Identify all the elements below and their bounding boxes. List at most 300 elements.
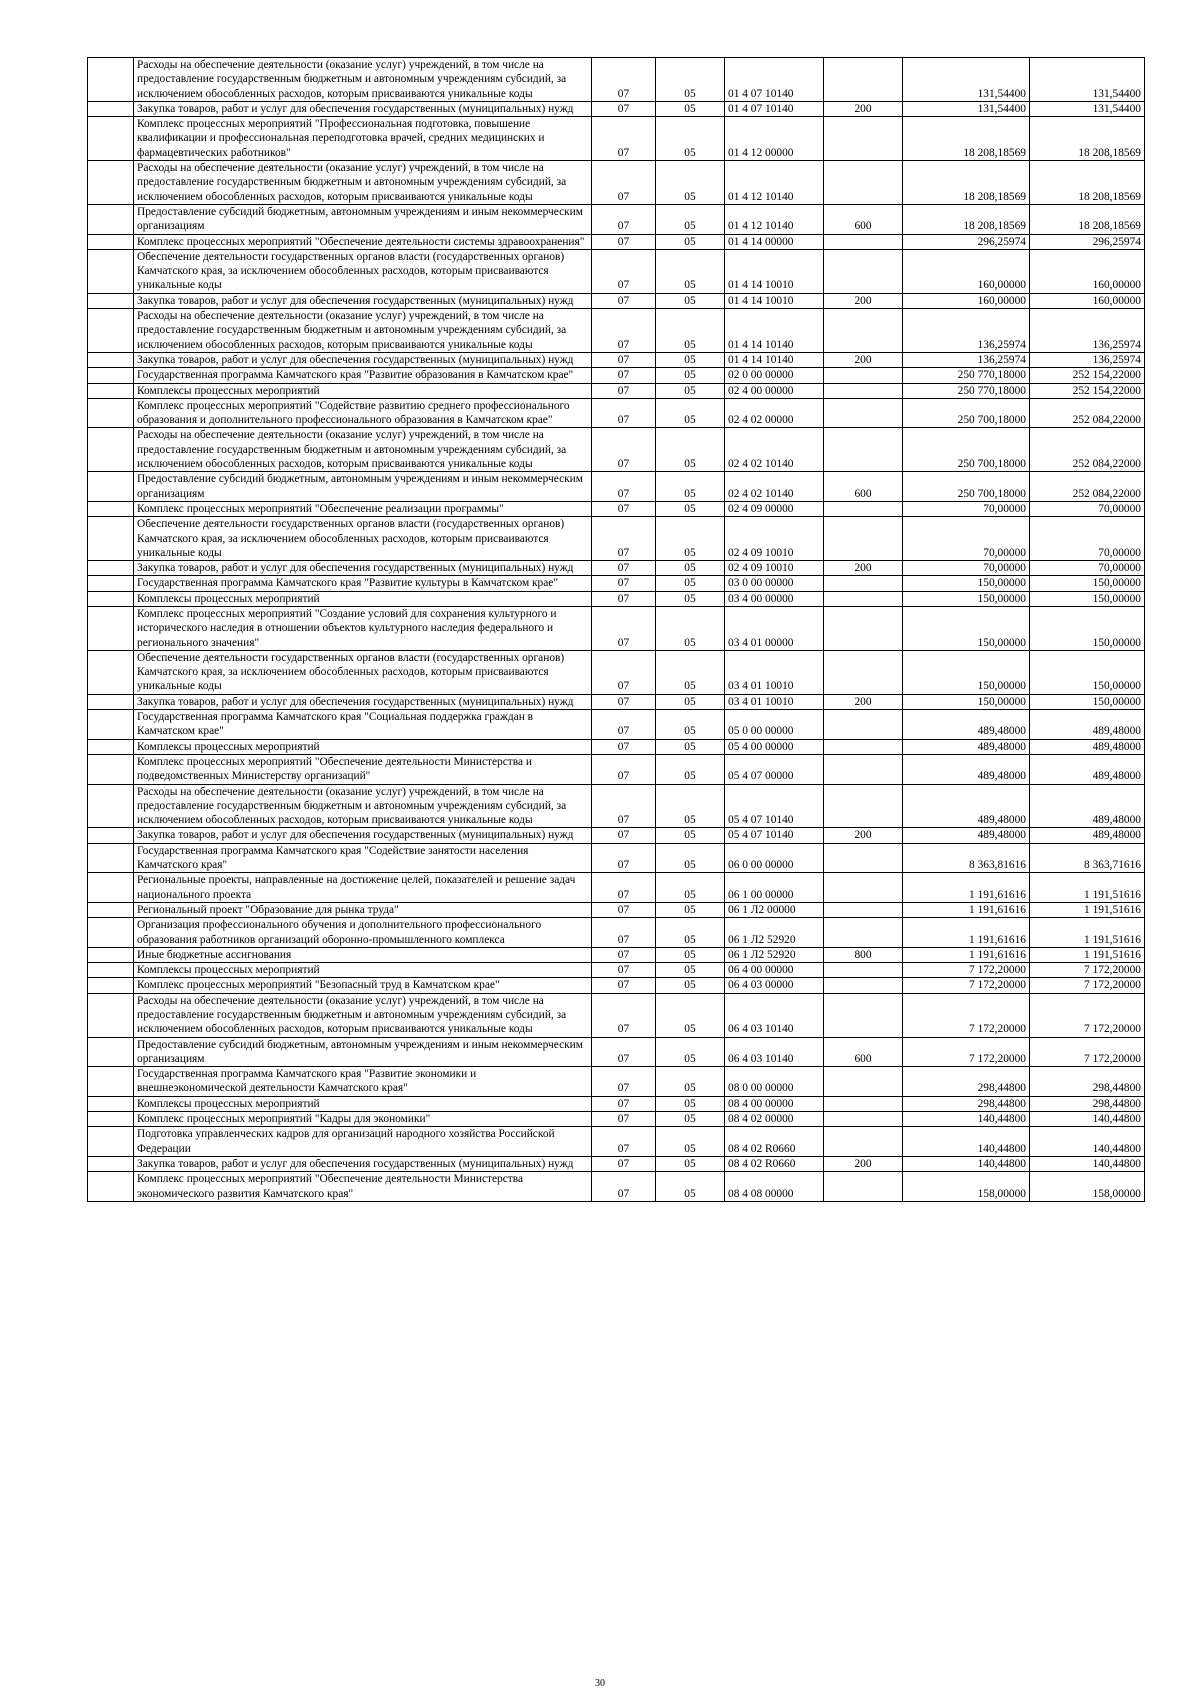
expense-type-cell [824, 784, 903, 828]
subsection-code-cell: 05 [656, 978, 725, 993]
amount-year2-cell: 150,00000 [1030, 591, 1145, 606]
amount-year1-cell: 18 208,18569 [903, 161, 1030, 205]
target-article-cell: 02 4 09 10010 [725, 517, 824, 561]
table-row [88, 101, 1145, 116]
target-article-cell: 02 4 02 00000 [725, 398, 824, 428]
table-row [88, 710, 1145, 740]
amount-year2-cell: 7 172,20000 [1030, 978, 1145, 993]
expense-type-cell [824, 309, 903, 353]
amount-year2-cell: 1 191,51616 [1030, 918, 1145, 948]
amount-year1-cell: 7 172,20000 [903, 963, 1030, 978]
row-number-cell [88, 383, 134, 398]
expense-name-cell: Расходы на обеспечение деятельности (оказание услуг) учреждений, в том числе на предоставление государственным бюджетным и автономным учреждениям субсидий, за исключением обособленных расходов, которым присваиваются уникальные коды [134, 428, 592, 472]
subsection-code-cell: 05 [656, 383, 725, 398]
row-number-cell [88, 978, 134, 993]
row-number-cell [88, 1127, 134, 1157]
expense-type-cell [824, 710, 903, 740]
target-article-cell: 01 4 12 10140 [725, 204, 824, 234]
table-row [88, 828, 1145, 843]
target-article-cell: 08 4 00 00000 [725, 1096, 824, 1111]
table-row [88, 352, 1145, 367]
amount-year1-cell: 136,25974 [903, 309, 1030, 353]
amount-year2-cell: 8 363,71616 [1030, 843, 1145, 873]
amount-year1-cell: 250 770,18000 [903, 368, 1030, 383]
table-row [88, 249, 1145, 293]
target-article-cell: 06 4 00 00000 [725, 963, 824, 978]
amount-year2-cell: 131,54400 [1030, 58, 1145, 102]
expense-name-cell: Комплекс процессных мероприятий "Обеспечение деятельности Министерства экономического развития Камчатского края" [134, 1172, 592, 1202]
row-number-cell [88, 352, 134, 367]
expense-name-cell: Обеспечение деятельности государственных органов власти (государственных органов) Камчатского края, за исключением обособленных расходов, которым присваиваются уникальные коды [134, 517, 592, 561]
target-article-cell: 06 1 00 00000 [725, 873, 824, 903]
section-code-cell: 07 [592, 1112, 656, 1127]
target-article-cell: 01 4 14 00000 [725, 234, 824, 249]
table-row [88, 368, 1145, 383]
subsection-code-cell: 05 [656, 472, 725, 502]
table-row [88, 161, 1145, 205]
subsection-code-cell: 05 [656, 1112, 725, 1127]
section-code-cell: 07 [592, 710, 656, 740]
expense-name-cell: Расходы на обеспечение деятельности (оказание услуг) учреждений, в том числе на предоставление государственным бюджетным и автономным учреждениям субсидий, за исключением обособленных расходов, которым присваиваются уникальные коды [134, 993, 592, 1037]
target-article-cell: 06 4 03 10140 [725, 993, 824, 1037]
amount-year2-cell: 252 084,22000 [1030, 398, 1145, 428]
subsection-code-cell: 05 [656, 739, 725, 754]
subsection-code-cell: 05 [656, 428, 725, 472]
subsection-code-cell: 05 [656, 710, 725, 740]
budget-table-body [88, 58, 1145, 1202]
section-code-cell: 07 [592, 873, 656, 903]
amount-year1-cell: 7 172,20000 [903, 978, 1030, 993]
subsection-code-cell: 05 [656, 204, 725, 234]
row-number-cell [88, 204, 134, 234]
row-number-cell [88, 591, 134, 606]
subsection-code-cell: 05 [656, 993, 725, 1037]
target-article-cell: 03 4 01 00000 [725, 606, 824, 650]
row-number-cell [88, 309, 134, 353]
expense-type-cell [824, 249, 903, 293]
section-code-cell: 07 [592, 650, 656, 694]
row-number-cell [88, 918, 134, 948]
target-article-cell: 01 4 14 10140 [725, 309, 824, 353]
subsection-code-cell: 05 [656, 873, 725, 903]
row-number-cell [88, 843, 134, 873]
section-code-cell: 07 [592, 234, 656, 249]
subsection-code-cell: 05 [656, 517, 725, 561]
expense-type-cell [824, 368, 903, 383]
expense-type-cell: 200 [824, 561, 903, 576]
section-code-cell: 07 [592, 963, 656, 978]
section-code-cell: 07 [592, 1096, 656, 1111]
expense-type-cell: 200 [824, 694, 903, 709]
subsection-code-cell: 05 [656, 293, 725, 308]
subsection-code-cell: 05 [656, 1172, 725, 1202]
subsection-code-cell: 05 [656, 828, 725, 843]
amount-year2-cell: 252 154,22000 [1030, 383, 1145, 398]
amount-year2-cell: 70,00000 [1030, 501, 1145, 516]
subsection-code-cell: 05 [656, 591, 725, 606]
subsection-code-cell: 05 [656, 918, 725, 948]
section-code-cell: 07 [592, 1156, 656, 1171]
table-row [88, 117, 1145, 161]
amount-year2-cell: 18 208,18569 [1030, 204, 1145, 234]
target-article-cell: 02 4 09 10010 [725, 561, 824, 576]
subsection-code-cell: 05 [656, 368, 725, 383]
amount-year2-cell: 158,00000 [1030, 1172, 1145, 1202]
section-code-cell: 07 [592, 918, 656, 948]
section-code-cell: 07 [592, 517, 656, 561]
row-number-cell [88, 234, 134, 249]
expense-name-cell: Региональные проекты, направленные на достижение целей, показателей и решение задач национального проекта [134, 873, 592, 903]
expense-name-cell: Предоставление субсидий бюджетным, автономным учреждениям и иным некоммерческим организациям [134, 1037, 592, 1067]
section-code-cell: 07 [592, 309, 656, 353]
expense-name-cell: Закупка товаров, работ и услуг для обеспечения государственных (муниципальных) нужд [134, 293, 592, 308]
row-number-cell [88, 1172, 134, 1202]
row-number-cell [88, 1112, 134, 1127]
table-row [88, 918, 1145, 948]
amount-year1-cell: 7 172,20000 [903, 1037, 1030, 1067]
expense-name-cell: Закупка товаров, работ и услуг для обеспечения государственных (муниципальных) нужд [134, 1156, 592, 1171]
amount-year2-cell: 489,48000 [1030, 828, 1145, 843]
amount-year1-cell: 298,44800 [903, 1096, 1030, 1111]
section-code-cell: 07 [592, 249, 656, 293]
expense-name-cell: Государственная программа Камчатского края "Развитие культуры в Камчатском крае" [134, 576, 592, 591]
amount-year1-cell: 150,00000 [903, 694, 1030, 709]
expense-type-cell [824, 873, 903, 903]
section-code-cell: 07 [592, 204, 656, 234]
target-article-cell: 08 4 02 R0660 [725, 1127, 824, 1157]
table-row [88, 694, 1145, 709]
expense-name-cell: Закупка товаров, работ и услуг для обеспечения государственных (муниципальных) нужд [134, 694, 592, 709]
table-row [88, 1172, 1145, 1202]
table-row [88, 591, 1145, 606]
amount-year1-cell: 70,00000 [903, 517, 1030, 561]
row-number-cell [88, 517, 134, 561]
row-number-cell [88, 1156, 134, 1171]
expense-name-cell: Обеспечение деятельности государственных органов власти (государственных органов) Камчатского края, за исключением обособленных расходов, которым присваиваются уникальные коды [134, 650, 592, 694]
target-article-cell: 01 4 07 10140 [725, 58, 824, 102]
target-article-cell: 02 4 00 00000 [725, 383, 824, 398]
target-article-cell: 03 4 01 10010 [725, 694, 824, 709]
section-code-cell: 07 [592, 58, 656, 102]
target-article-cell: 02 4 09 00000 [725, 501, 824, 516]
target-article-cell: 08 4 08 00000 [725, 1172, 824, 1202]
table-row [88, 993, 1145, 1037]
table-row [88, 309, 1145, 353]
expense-type-cell [824, 739, 903, 754]
expense-name-cell: Региональный проект "Образование для рынка труда" [134, 902, 592, 917]
table-row [88, 963, 1145, 978]
expense-name-cell: Закупка товаров, работ и услуг для обеспечения государственных (муниципальных) нужд [134, 828, 592, 843]
subsection-code-cell: 05 [656, 101, 725, 116]
subsection-code-cell: 05 [656, 561, 725, 576]
section-code-cell: 07 [592, 161, 656, 205]
expense-type-cell [824, 754, 903, 784]
table-row [88, 784, 1145, 828]
subsection-code-cell: 05 [656, 576, 725, 591]
amount-year2-cell: 18 208,18569 [1030, 117, 1145, 161]
expense-type-cell [824, 978, 903, 993]
table-row [88, 739, 1145, 754]
table-row [88, 561, 1145, 576]
table-row [88, 1156, 1145, 1171]
table-row [88, 501, 1145, 516]
expense-type-cell [824, 843, 903, 873]
amount-year1-cell: 70,00000 [903, 501, 1030, 516]
amount-year2-cell: 136,25974 [1030, 352, 1145, 367]
subsection-code-cell: 05 [656, 58, 725, 102]
amount-year2-cell: 136,25974 [1030, 309, 1145, 353]
subsection-code-cell: 05 [656, 398, 725, 428]
section-code-cell: 07 [592, 101, 656, 116]
table-row [88, 293, 1145, 308]
section-code-cell: 07 [592, 472, 656, 502]
table-row [88, 383, 1145, 398]
expense-type-cell [824, 1172, 903, 1202]
target-article-cell: 03 4 01 10010 [725, 650, 824, 694]
amount-year2-cell: 252 084,22000 [1030, 428, 1145, 472]
amount-year2-cell: 131,54400 [1030, 101, 1145, 116]
row-number-cell [88, 501, 134, 516]
table-row [88, 978, 1145, 993]
expense-type-cell: 600 [824, 1037, 903, 1067]
expense-name-cell: Расходы на обеспечение деятельности (оказание услуг) учреждений, в том числе на предоставление государственным бюджетным и автономным учреждениям субсидий, за исключением обособленных расходов, которым присваиваются уникальные коды [134, 58, 592, 102]
amount-year1-cell: 1 191,61616 [903, 902, 1030, 917]
subsection-code-cell: 05 [656, 694, 725, 709]
amount-year1-cell: 140,44800 [903, 1127, 1030, 1157]
subsection-code-cell: 05 [656, 843, 725, 873]
expense-type-cell [824, 428, 903, 472]
amount-year1-cell: 150,00000 [903, 606, 1030, 650]
expense-name-cell: Комплекс процессных мероприятий "Содействие развитию среднего профессионального образования и дополнительного профессионального образования в Камчатском крае" [134, 398, 592, 428]
table-row [88, 204, 1145, 234]
amount-year1-cell: 18 208,18569 [903, 117, 1030, 161]
expense-name-cell: Закупка товаров, работ и услуг для обеспечения государственных (муниципальных) нужд [134, 101, 592, 116]
section-code-cell: 07 [592, 739, 656, 754]
expense-type-cell [824, 58, 903, 102]
expense-name-cell: Расходы на обеспечение деятельности (оказание услуг) учреждений, в том числе на предоставление государственным бюджетным и автономным учреждениям субсидий, за исключением обособленных расходов, которым присваиваются уникальные коды [134, 161, 592, 205]
amount-year1-cell: 150,00000 [903, 591, 1030, 606]
amount-year2-cell: 150,00000 [1030, 606, 1145, 650]
expense-type-cell [824, 1067, 903, 1097]
expense-type-cell [824, 591, 903, 606]
subsection-code-cell: 05 [656, 1096, 725, 1111]
subsection-code-cell: 05 [656, 963, 725, 978]
target-article-cell: 01 4 14 10010 [725, 249, 824, 293]
expense-name-cell: Комплекс процессных мероприятий "Создание условий для сохранения культурного и исторического наследия в отношении объектов культурного наследия федерального и регионального значения" [134, 606, 592, 650]
target-article-cell: 08 4 02 R0660 [725, 1156, 824, 1171]
page-number: 30 [595, 1678, 605, 1689]
table-row [88, 472, 1145, 502]
target-article-cell: 02 0 00 00000 [725, 368, 824, 383]
amount-year1-cell: 489,48000 [903, 710, 1030, 740]
target-article-cell: 06 1 Л2 00000 [725, 902, 824, 917]
expense-name-cell: Комплексы процессных мероприятий [134, 739, 592, 754]
target-article-cell: 05 4 07 00000 [725, 754, 824, 784]
expense-name-cell: Предоставление субсидий бюджетным, автономным учреждениям и иным некоммерческим организациям [134, 204, 592, 234]
expense-name-cell: Комплекс процессных мероприятий "Обеспечение деятельности системы здравоохранения" [134, 234, 592, 249]
section-code-cell: 07 [592, 606, 656, 650]
amount-year1-cell: 150,00000 [903, 576, 1030, 591]
table-row [88, 1127, 1145, 1157]
subsection-code-cell: 05 [656, 1067, 725, 1097]
section-code-cell: 07 [592, 902, 656, 917]
row-number-cell [88, 249, 134, 293]
amount-year2-cell: 1 191,51616 [1030, 873, 1145, 903]
amount-year2-cell: 252 154,22000 [1030, 368, 1145, 383]
amount-year2-cell: 160,00000 [1030, 293, 1145, 308]
subsection-code-cell: 05 [656, 249, 725, 293]
expense-name-cell: Комплекс процессных мероприятий "Обеспечение деятельности Министерства и подведомственных Министерству организаций" [134, 754, 592, 784]
row-number-cell [88, 428, 134, 472]
table-row [88, 428, 1145, 472]
table-row [88, 398, 1145, 428]
amount-year2-cell: 150,00000 [1030, 694, 1145, 709]
section-code-cell: 07 [592, 117, 656, 161]
amount-year1-cell: 1 191,61616 [903, 918, 1030, 948]
row-number-cell [88, 606, 134, 650]
expense-name-cell: Комплексы процессных мероприятий [134, 591, 592, 606]
section-code-cell: 07 [592, 978, 656, 993]
amount-year2-cell: 7 172,20000 [1030, 963, 1145, 978]
section-code-cell: 07 [592, 947, 656, 962]
subsection-code-cell: 05 [656, 784, 725, 828]
table-row [88, 58, 1145, 102]
section-code-cell: 07 [592, 828, 656, 843]
amount-year1-cell: 140,44800 [903, 1156, 1030, 1171]
expense-type-cell: 600 [824, 472, 903, 502]
section-code-cell: 07 [592, 561, 656, 576]
expense-name-cell: Государственная программа Камчатского края "Содействие занятости населения Камчатского края" [134, 843, 592, 873]
amount-year2-cell: 70,00000 [1030, 561, 1145, 576]
table-row [88, 1037, 1145, 1067]
amount-year1-cell: 18 208,18569 [903, 204, 1030, 234]
expense-name-cell: Обеспечение деятельности государственных органов власти (государственных органов) Камчатского края, за исключением обособленных расходов, которым присваиваются уникальные коды [134, 249, 592, 293]
amount-year1-cell: 250 770,18000 [903, 383, 1030, 398]
amount-year2-cell: 298,44800 [1030, 1096, 1145, 1111]
subsection-code-cell: 05 [656, 1127, 725, 1157]
section-code-cell: 07 [592, 993, 656, 1037]
expense-type-cell: 800 [824, 947, 903, 962]
table-row [88, 1112, 1145, 1127]
subsection-code-cell: 05 [656, 117, 725, 161]
section-code-cell: 07 [592, 352, 656, 367]
expense-name-cell: Комплекс процессных мероприятий "Обеспечение реализации программы" [134, 501, 592, 516]
row-number-cell [88, 1096, 134, 1111]
amount-year2-cell: 18 208,18569 [1030, 161, 1145, 205]
section-code-cell: 07 [592, 398, 656, 428]
expense-name-cell: Предоставление субсидий бюджетным, автономным учреждениям и иным некоммерческим организациям [134, 472, 592, 502]
target-article-cell: 01 4 14 10010 [725, 293, 824, 308]
table-row [88, 754, 1145, 784]
amount-year2-cell: 489,48000 [1030, 754, 1145, 784]
table-row [88, 902, 1145, 917]
expense-type-cell [824, 576, 903, 591]
expense-name-cell: Комплекс процессных мероприятий "Профессиональная подготовка, повышение квалификации и профессиональная переподготовка врачей, средних медицинских и фармацевтических работников" [134, 117, 592, 161]
expense-type-cell [824, 993, 903, 1037]
table-row [88, 1096, 1145, 1111]
expense-name-cell: Комплексы процессных мероприятий [134, 383, 592, 398]
row-number-cell [88, 694, 134, 709]
expense-type-cell: 200 [824, 1156, 903, 1171]
amount-year1-cell: 1 191,61616 [903, 873, 1030, 903]
expense-name-cell: Комплексы процессных мероприятий [134, 1096, 592, 1111]
amount-year2-cell: 160,00000 [1030, 249, 1145, 293]
budget-table-sheet [87, 57, 1144, 1202]
amount-year2-cell: 1 191,51616 [1030, 947, 1145, 962]
subsection-code-cell: 05 [656, 606, 725, 650]
target-article-cell: 02 4 02 10140 [725, 472, 824, 502]
amount-year2-cell: 150,00000 [1030, 650, 1145, 694]
row-number-cell [88, 161, 134, 205]
section-code-cell: 07 [592, 293, 656, 308]
section-code-cell: 07 [592, 591, 656, 606]
expense-type-cell [824, 398, 903, 428]
row-number-cell [88, 828, 134, 843]
target-article-cell: 06 4 03 10140 [725, 1037, 824, 1067]
expense-type-cell: 200 [824, 828, 903, 843]
row-number-cell [88, 398, 134, 428]
subsection-code-cell: 05 [656, 947, 725, 962]
amount-year2-cell: 1 191,51616 [1030, 902, 1145, 917]
amount-year2-cell: 489,48000 [1030, 710, 1145, 740]
subsection-code-cell: 05 [656, 754, 725, 784]
table-row [88, 873, 1145, 903]
row-number-cell [88, 561, 134, 576]
expense-type-cell [824, 606, 903, 650]
expense-name-cell: Расходы на обеспечение деятельности (оказание услуг) учреждений, в том числе на предоставление государственным бюджетным и автономным учреждениям субсидий, за исключением обособленных расходов, которым присваиваются уникальные коды [134, 309, 592, 353]
row-number-cell [88, 58, 134, 102]
target-article-cell: 05 0 00 00000 [725, 710, 824, 740]
amount-year1-cell: 131,54400 [903, 101, 1030, 116]
row-number-cell [88, 650, 134, 694]
section-code-cell: 07 [592, 383, 656, 398]
expense-type-cell [824, 1127, 903, 1157]
target-article-cell: 08 4 02 00000 [725, 1112, 824, 1127]
amount-year2-cell: 140,44800 [1030, 1127, 1145, 1157]
amount-year1-cell: 250 700,18000 [903, 472, 1030, 502]
section-code-cell: 07 [592, 1037, 656, 1067]
expense-name-cell: Закупка товаров, работ и услуг для обеспечения государственных (муниципальных) нужд [134, 352, 592, 367]
subsection-code-cell: 05 [656, 902, 725, 917]
amount-year1-cell: 296,25974 [903, 234, 1030, 249]
amount-year1-cell: 489,48000 [903, 784, 1030, 828]
row-number-cell [88, 739, 134, 754]
row-number-cell [88, 754, 134, 784]
expense-name-cell: Комплексы процессных мероприятий [134, 963, 592, 978]
amount-year2-cell: 7 172,20000 [1030, 1037, 1145, 1067]
subsection-code-cell: 05 [656, 352, 725, 367]
expense-type-cell [824, 234, 903, 249]
target-article-cell: 03 4 00 00000 [725, 591, 824, 606]
target-article-cell: 05 4 07 10140 [725, 784, 824, 828]
amount-year2-cell: 140,44800 [1030, 1156, 1145, 1171]
section-code-cell: 07 [592, 784, 656, 828]
expense-type-cell: 600 [824, 204, 903, 234]
subsection-code-cell: 05 [656, 1156, 725, 1171]
amount-year1-cell: 131,54400 [903, 58, 1030, 102]
expense-name-cell: Государственная программа Камчатского края "Социальная поддержка граждан в Камчатском крае" [134, 710, 592, 740]
target-article-cell: 08 0 00 00000 [725, 1067, 824, 1097]
expense-type-cell [824, 501, 903, 516]
row-number-cell [88, 993, 134, 1037]
amount-year2-cell: 140,44800 [1030, 1112, 1145, 1127]
expense-type-cell: 200 [824, 101, 903, 116]
row-number-cell [88, 873, 134, 903]
table-row [88, 947, 1145, 962]
amount-year2-cell: 296,25974 [1030, 234, 1145, 249]
row-number-cell [88, 1067, 134, 1097]
section-code-cell: 07 [592, 1127, 656, 1157]
